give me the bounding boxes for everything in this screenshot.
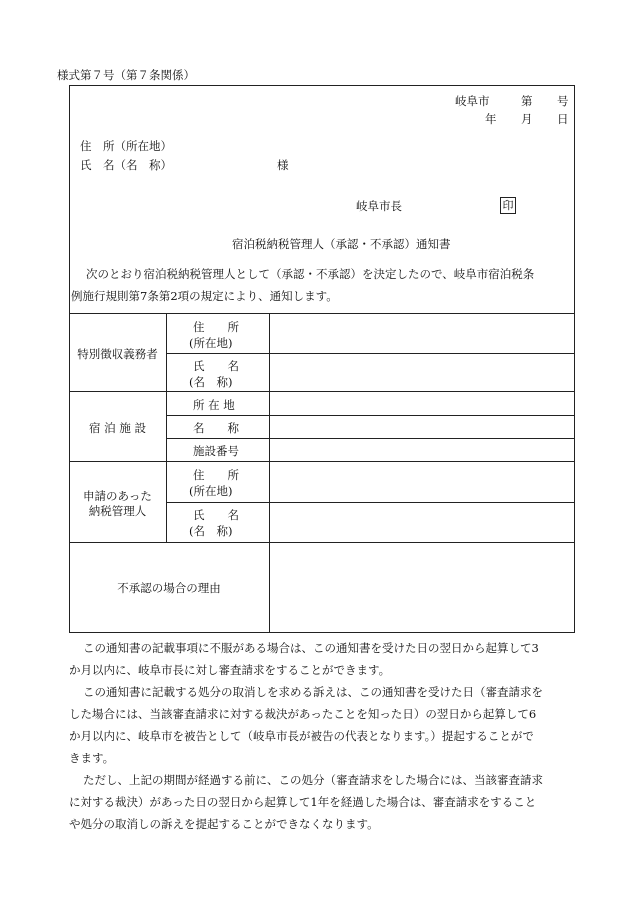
note-3-line-3: や処分の取消しの訴えを提起することができなくなります。 xyxy=(69,817,379,831)
applicant-name-label: 氏 名 xyxy=(193,508,239,522)
date-year: 年 xyxy=(485,112,497,126)
facility-number-label: 施設番号 xyxy=(193,444,239,458)
table-line xyxy=(69,542,575,543)
table-line xyxy=(69,461,575,462)
document-title: 宿泊税納税管理人（承認・不承認）通知書 xyxy=(232,237,451,251)
reason-label: 不承認の場合の理由 xyxy=(117,581,221,595)
date-day: 日 xyxy=(557,112,569,126)
applicant-address-label: 住 所 xyxy=(193,468,239,482)
note-2-line-2: した場合には、当該審査請求に対する裁決があったことを知った日）の翌日から起算して6 xyxy=(69,707,537,721)
applicant-label-line-2: 納税管理人 xyxy=(88,504,147,518)
table-line xyxy=(166,353,575,354)
applicant-name-sublabel: (名 称) xyxy=(189,524,233,538)
facility-location-label: 所 在 地 xyxy=(193,398,235,412)
seal-mark: 印 xyxy=(500,197,516,214)
intro-line-1: 次のとおり宿泊税納税管理人として（承認・不承認）を決定したので、岐阜市宿泊税条 xyxy=(86,267,535,281)
table-line xyxy=(69,391,575,392)
special-collector-name-sublabel: (名 称) xyxy=(189,375,233,389)
table-divider xyxy=(166,313,167,542)
applicant-label-line-1: 申請のあった xyxy=(83,489,152,503)
recipient-address-label: 住 所（所在地） xyxy=(80,139,172,153)
note-2-line-4: きます。 xyxy=(69,751,115,765)
facility-name-label: 名 称 xyxy=(193,421,239,435)
number-suffix: 号 xyxy=(557,94,569,108)
special-collector-label: 特別徴収義務者 xyxy=(77,347,158,361)
date-month: 月 xyxy=(521,112,533,126)
table-line xyxy=(166,438,575,439)
note-3-line-1: ただし、上記の期間が経過する前に、この処分（審査請求をした場合には、当該審査請求 xyxy=(83,773,543,787)
applicant-address-sublabel: (所在地) xyxy=(189,484,233,498)
issuer-mayor: 岐阜市長 xyxy=(356,199,402,213)
note-1-line-2: か月以内に、岐阜市長に対し審査請求をすることができます。 xyxy=(69,663,391,677)
facility-label: 宿 泊 施 設 xyxy=(89,421,146,435)
form-number: 様式第７号（第７条関係） xyxy=(57,68,195,82)
table-divider xyxy=(269,313,270,633)
note-2-line-3: か月以内に、岐阜市を被告として（岐阜市長が被告の代表となります。）提起することがで xyxy=(69,729,534,743)
special-collector-address-label: 住 所 xyxy=(193,320,239,334)
number-prefix: 第 xyxy=(521,94,533,108)
special-collector-name-label: 氏 名 xyxy=(193,359,239,373)
table-line xyxy=(166,415,575,416)
intro-line-2: 例施行規則第7条第2項の規定により、通知します。 xyxy=(71,289,338,303)
recipient-name-label: 氏 名（名 称） xyxy=(80,158,172,172)
table-top-border xyxy=(69,313,575,314)
note-3-line-2: に対する裁決）があった日の翌日から起算して1年を経過した場合は、審査請求をすること xyxy=(69,795,537,809)
note-1-line-1: この通知書の記載事項に不服がある場合は、この通知書を受けた日の翌日から起算して3 xyxy=(83,641,539,655)
issuing-city: 岐阜市 xyxy=(455,94,490,108)
recipient-honorific: 様 xyxy=(277,158,289,172)
special-collector-address-sublabel: (所在地) xyxy=(189,336,233,350)
note-2-line-1: この通知書に記載する処分の取消しを求める訴えは、この通知書を受けた日（審査請求を xyxy=(83,685,543,699)
table-line xyxy=(166,502,575,503)
